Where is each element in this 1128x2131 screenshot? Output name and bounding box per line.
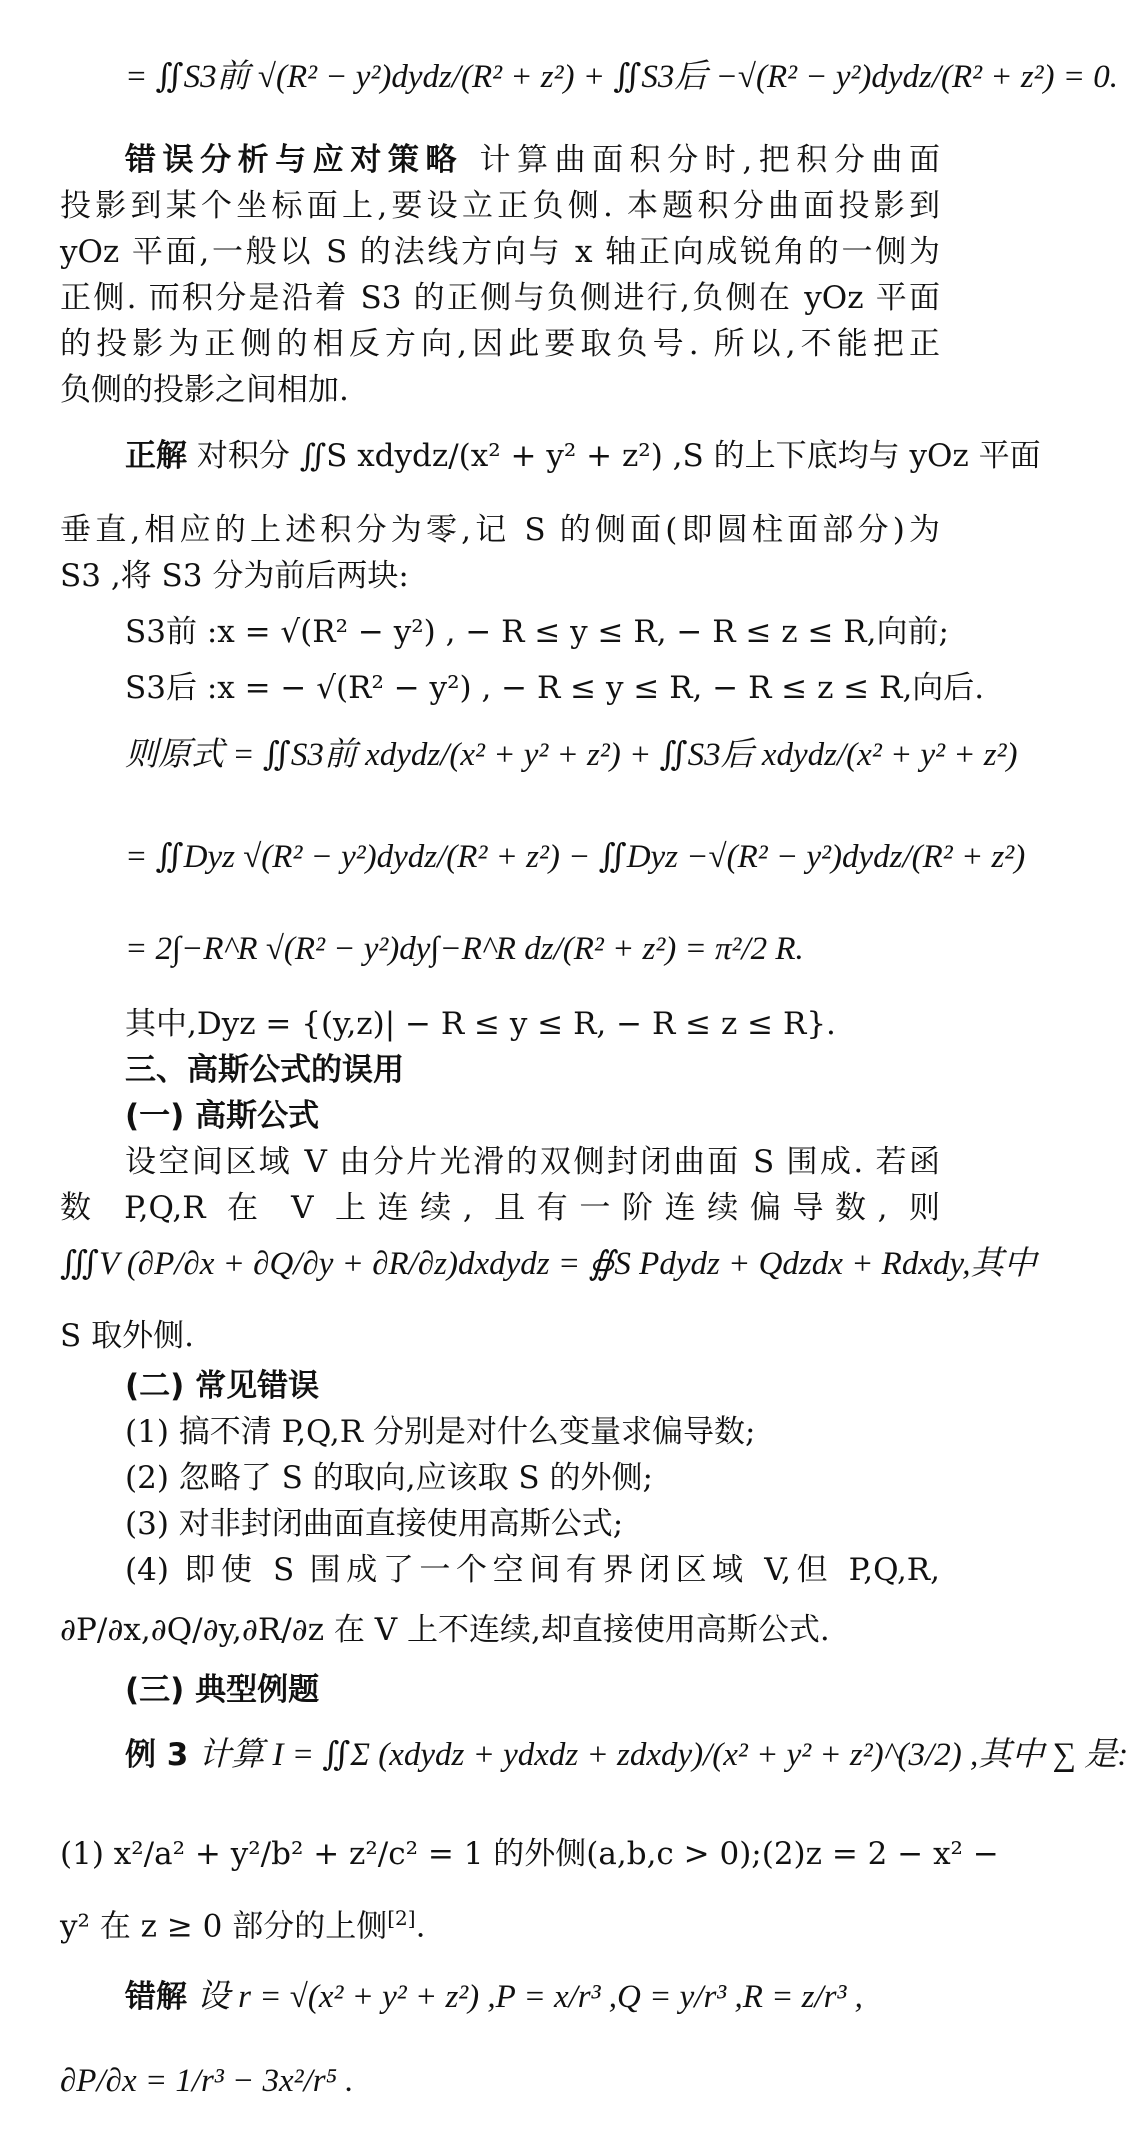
paragraph-line: 正侧. 而积分是沿着 S3 的正侧与负侧进行,负侧在 yOz 平面 — [60, 280, 940, 316]
subsection-heading: (一) 高斯公式 — [125, 1098, 320, 1134]
equation-line: = 2∫−R^R √(R² − y²)dy∫−R^R dz/(R² + z²) = π²/2 R. — [125, 931, 804, 967]
paragraph-line — [125, 1978, 940, 2018]
subsection-heading: (三) 典型例题 — [125, 1672, 320, 1708]
paragraph-line — [60, 1906, 940, 1946]
paragraph-line — [125, 438, 1041, 475]
paragraph-line: 垂直,相应的上述积分为零,记 S 的侧面(即圆柱面部分)为 — [60, 512, 940, 548]
paragraph-line: 设空间区域 V 由分片光滑的双侧封闭曲面 S 围成. 若函 — [125, 1144, 940, 1180]
equation-line: = ∬Dyz √(R² − y²)dydz/(R² + z²) − ∬Dyz −√(R² − y²)dydz/(R² + z²) — [125, 839, 1026, 875]
equation-line: 则原式 = ∬S3前 xdydz/(x² + y² + z²) + ∬S3后 xdydz/(x² + y² + z²) — [125, 737, 1018, 773]
section-heading: 三、高斯公式的误用 — [125, 1052, 404, 1088]
paragraph-text: 计算曲面积分时,把积分曲面 — [479, 142, 941, 178]
citation-reference: [2] — [387, 1906, 416, 1930]
paragraph-text: y² 在 z ≥ 0 部分的上侧 — [60, 1908, 388, 1945]
list-item: (3) 对非封闭曲面直接使用高斯公式; — [125, 1506, 624, 1542]
paragraph-line: 的投影为正侧的相反方向,因此要取负号. 所以,不能把正 — [60, 326, 940, 362]
example-label: 例 3 — [125, 1737, 189, 1773]
paragraph-text: 对积分 ∬S xdydz/(x² + y² + z²) ,S 的上下底均与 yOz 平面 — [196, 438, 1041, 474]
paragraph-line: 负侧的投影之间相加. — [60, 372, 349, 408]
paragraph-line: ∂P/∂x,∂Q/∂y,∂R/∂z 在 V 上不连续,却直接使用高斯公式. — [60, 1612, 830, 1648]
paragraph-heading: 正解 — [125, 438, 187, 474]
paragraph-line: yOz 平面,一般以 S 的法线方向与 x 轴正向成锐角的一侧为 — [60, 234, 940, 270]
paragraph-heading: 错解 — [125, 1979, 187, 2015]
paragraph-text: . — [415, 1908, 426, 1945]
subsection-heading: (二) 常见错误 — [125, 1368, 320, 1404]
list-item: (4) 即使 S 围成了一个空间有界闭区域 V,但 P,Q,R, — [125, 1552, 940, 1588]
list-item: (1) 搞不清 P,Q,R 分别是对什么变量求偏导数; — [125, 1414, 756, 1450]
paragraph-text: 计算 I = ∬Σ (xdydz + ydxdz + zdxdy)/(x² + y² + z²)^(3/2) ,其中 ∑ 是: — [198, 1737, 1128, 1773]
paragraph-line: 投影到某个坐标面上,要设立正负侧. 本题积分曲面投影到 — [60, 188, 940, 224]
paragraph-line — [125, 1736, 1128, 1776]
paragraph-line: S3 ,将 S3 分为前后两块: — [60, 558, 409, 594]
paragraph-line: 其中,Dyz = {(y,z)| − R ≤ y ≤ R, − R ≤ z ≤ R}. — [125, 1006, 836, 1042]
equation-line: ∭V (∂P/∂x + ∂Q/∂y + ∂R/∂z)dxdydz = ∯S Pdydz + Qdzdx + Rdxdy,其中 — [60, 1246, 1037, 1282]
paragraph-line: S 取外侧. — [60, 1318, 194, 1354]
list-item: (2) 忽略了 S 的取向,应该取 S 的外侧; — [125, 1460, 653, 1496]
paragraph-text: 设 r = √(x² + y² + z²) ,P = x/r³ ,Q = y/r³ ,R = z/r³ , — [196, 1979, 863, 2015]
paragraph-line: 数 P,Q,R 在 V 上连续, 且有一阶连续偏导数, 则 — [60, 1190, 940, 1226]
equation-line: S3前 :x = √(R² − y²) , − R ≤ y ≤ R, − R ≤ z ≤ R,向前; — [125, 614, 949, 650]
equation-line: = ∬S3前 √(R² − y²)dydz/(R² + z²) + ∬S3后 −√(R² − y²)dydz/(R² + z²) = 0. — [125, 59, 1119, 95]
paragraph-line: (1) x²/a² + y²/b² + z²/c² = 1 的外侧(a,b,c > 0);(2)z = 2 − x² − — [60, 1836, 999, 1872]
paragraph-heading: 错误分析与应对策略 — [125, 142, 464, 178]
paragraph-line — [125, 142, 940, 179]
equation-line: ∂P/∂x = 1/r³ − 3x²/r⁵ . — [60, 2063, 354, 2099]
equation-line: S3后 :x = − √(R² − y²) , − R ≤ y ≤ R, − R ≤ z ≤ R,向后. — [125, 670, 985, 706]
